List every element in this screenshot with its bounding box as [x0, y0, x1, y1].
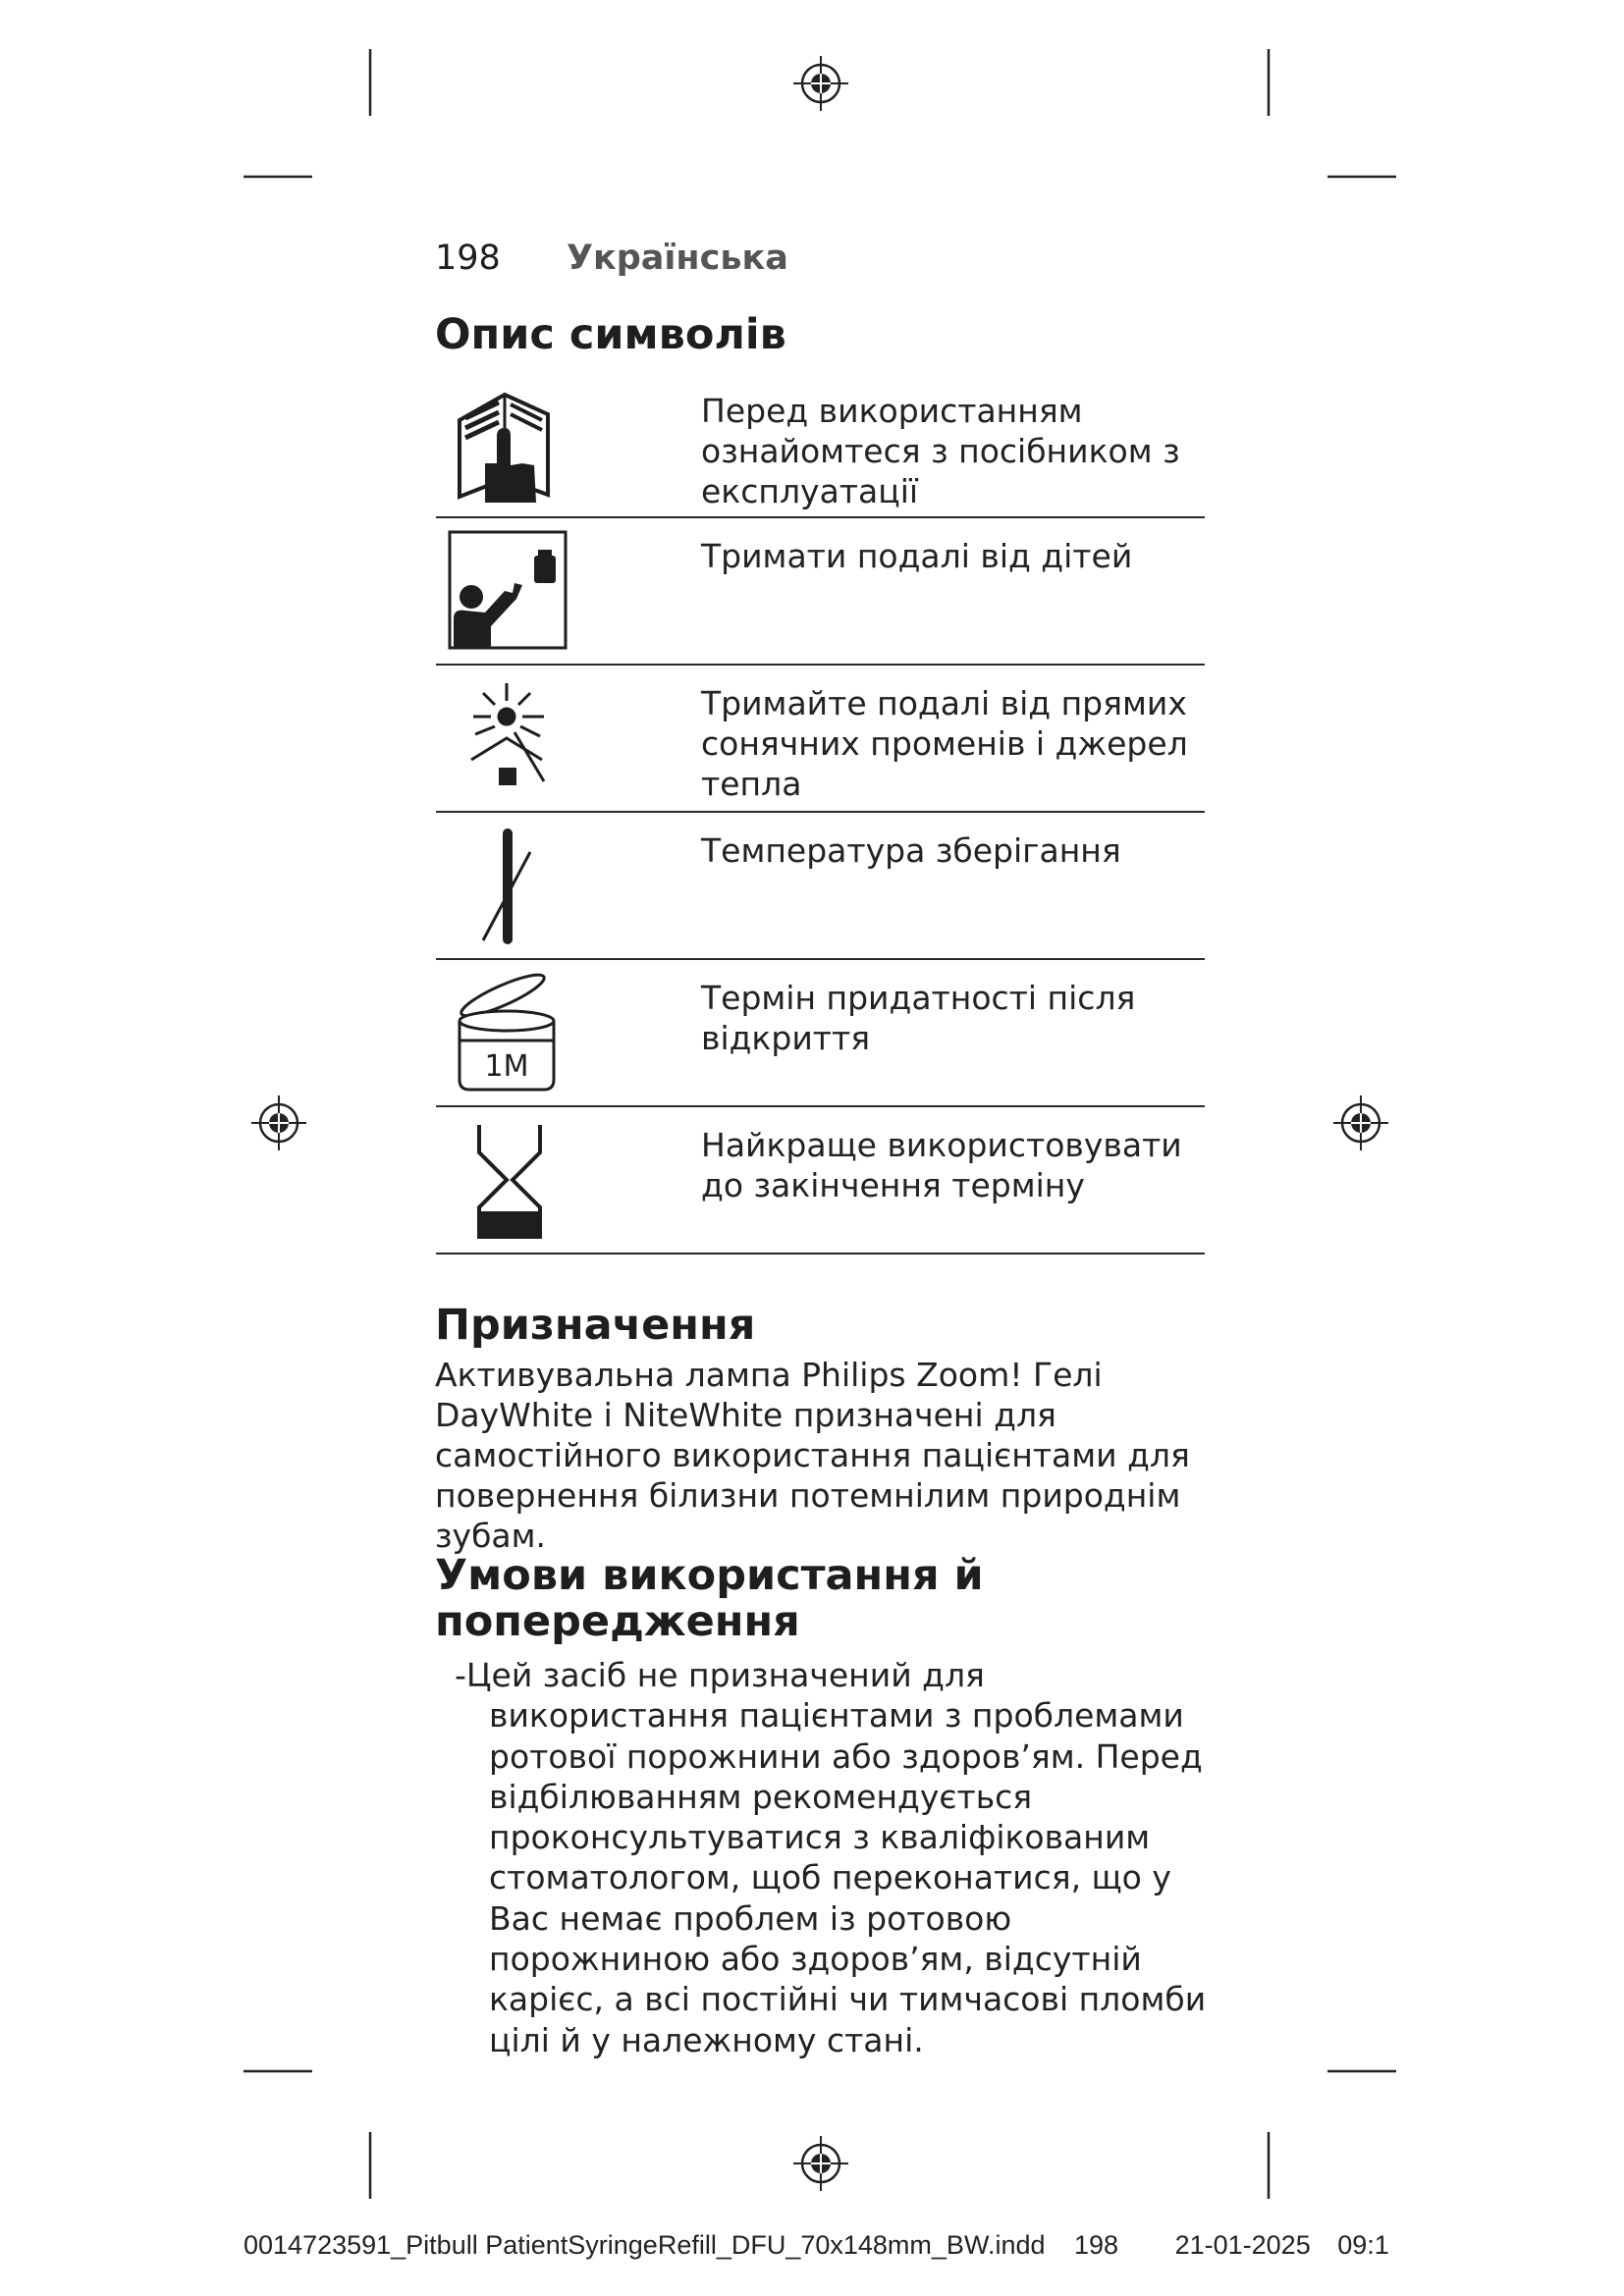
symbol-description: Найкраще використовувати до закінчення терміну [701, 1126, 1182, 1204]
symbol-description: Температура зберігання [701, 831, 1121, 870]
symbol-description: Тримати подалі від дітей [701, 537, 1133, 575]
symbol-row [436, 1107, 1205, 1255]
symbol-row [436, 371, 1205, 518]
symbol-row [436, 666, 1205, 813]
symbol-description: Перед використанням ознайомтеся з посібником з експлуатації [701, 392, 1180, 510]
hourglass-icon [446, 1117, 573, 1245]
conditions-title: Умови використання й попередження [435, 1551, 984, 1646]
language-label: Українська [567, 239, 788, 278]
purpose-title: Призначення [435, 1301, 756, 1350]
slug-time: 09:1 [1337, 2230, 1389, 2260]
slug-page: 198 [1074, 2230, 1119, 2260]
print-slug [244, 2230, 1389, 2261]
symbol-row [436, 518, 1205, 666]
slug-filename: 0014723591_Pitbull PatientSyringeRefill_DFU_70x148mm_BW.indd [244, 2230, 1046, 2260]
conditions-list [455, 1655, 1230, 2060]
page-header [435, 234, 788, 283]
symbols-table [436, 371, 1205, 1255]
read-manual-icon [446, 381, 573, 508]
page-number: 198 [435, 239, 501, 278]
symbol-row [436, 960, 1205, 1107]
slug-date: 21-01-2025 [1174, 2230, 1311, 2260]
symbol-row [436, 813, 1205, 960]
period-after-opening-icon [446, 970, 573, 1097]
period-after-opening-label: 1M [484, 1049, 529, 1084]
symbol-description: Тримайте подалі від прямих сонячних променів і джерел тепла [701, 684, 1188, 803]
list-item: -Цей засіб не призначений для використання пацієнтами з проблемами ротової порожнини або здоров’ям. Перед відбілюванням рекомендується проконсультуватися з кваліфікованим стоматологом, щоб переконатися, що у Вас немає проблем із ротовою порожниною або здоров’ям, відсутній карієс, а всі постійні чи тимчасові пломби цілі й у належному стані. [455, 1656, 1207, 2059]
symbols-title: Опис символів [435, 310, 786, 359]
keep-away-from-children-icon [446, 528, 573, 656]
storage-temperature-icon [446, 823, 573, 950]
purpose-text: Активувальна лампа Philips Zoom! Гелі DayWhite і NiteWhite призначені для самостійного використання пацієнтами для повернення білизни потемнілим природнім зубам. [435, 1356, 1190, 1555]
symbol-description: Термін придатності після відкриття [701, 979, 1136, 1057]
keep-away-from-sunlight-icon [446, 675, 573, 803]
